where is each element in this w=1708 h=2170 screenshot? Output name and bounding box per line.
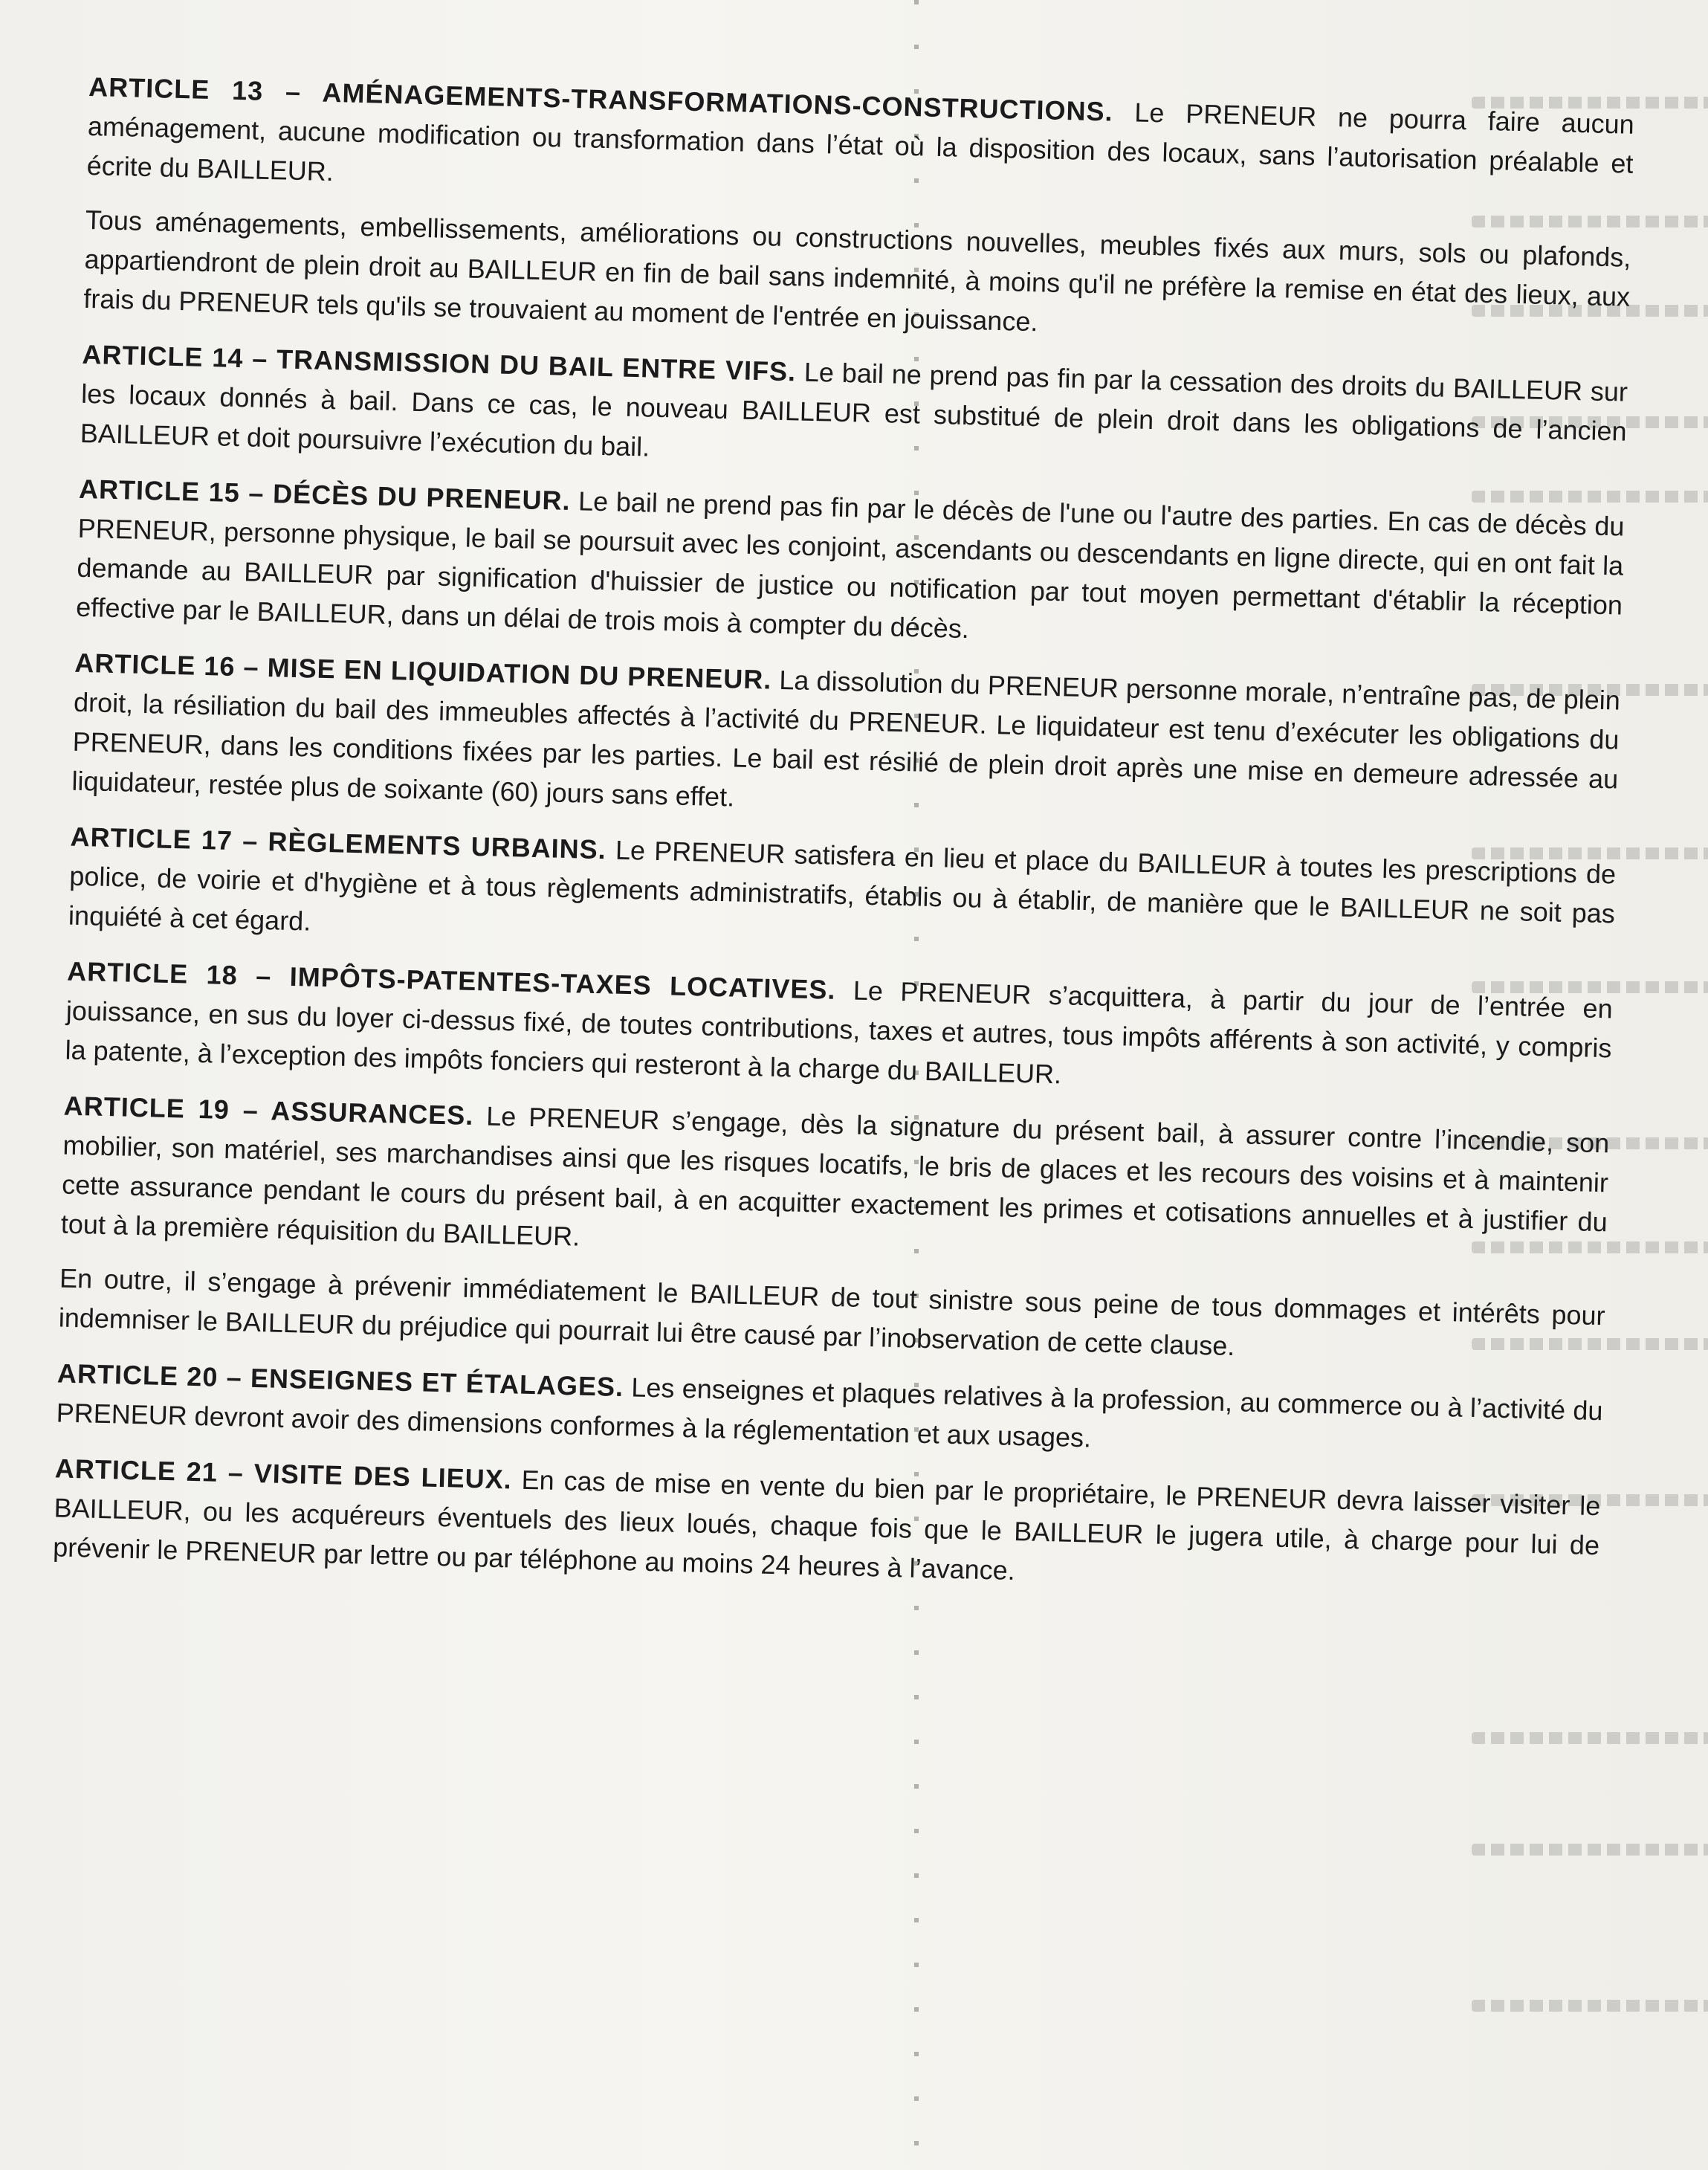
article-16 — [71, 643, 1621, 839]
paragraph — [60, 1086, 1610, 1282]
article-19 — [58, 1086, 1610, 1375]
article-text: La dissolution du PRENEUR personne morale, n’entraîne pas, de plein droit, la résiliation du bail des immeubles affectés à l’activité du PRENEUR. Le liquidateur est tenu d’exécuter les obligations du PRENEUR, dans les conditions fixées par les parties. Le bail est résilié de plein droit après une mise en demeure adressée au liquidateur, restée plus de soixante (60) jours sans effet. — [71, 664, 1621, 813]
article-heading: ARTICLE 14 – TRANSMISSION DU BAIL ENTRE VIFS. — [82, 338, 797, 387]
paragraph — [80, 335, 1628, 491]
paragraph — [68, 817, 1616, 973]
paragraph — [71, 643, 1621, 839]
article-text: Les enseignes et plaques relatives à la profession, au commerce ou à l’activité du PRENEUR devront avoir des dimensions conformes à la réglementation et aux usages. — [56, 1372, 1603, 1453]
article-20 — [56, 1353, 1603, 1470]
article-heading: ARTICLE 19 – ASSURANCES. — [63, 1090, 474, 1131]
document-body — [52, 67, 1634, 1621]
article-heading: ARTICLE 13 – AMÉNAGEMENTS-TRANSFORMATIONS-CONSTRUCTIONS. — [88, 71, 1114, 127]
paragraph — [53, 1448, 1601, 1604]
article-21 — [53, 1448, 1601, 1604]
paragraph: En outre, il s’engage à prévenir immédiatement le BAILLEUR de tout sinistre sous peine de tous dommages et intérêts pour indemniser le BAILLEUR du préjudice qui pourrait lui être causé par l’inobservation de cette clause. — [58, 1262, 1606, 1362]
article-heading: ARTICLE 20 – ENSEIGNES ET ÉTALAGES. — [56, 1357, 624, 1403]
article-text: Le PRENEUR satisfera en lieu et place du BAILLEUR à toutes les prescriptions de police, de voirie et d'hygiène et à tous règlements administratifs, établis ou à établir, de manière que le BAILLEUR ne soit pas inquiété à cet égard. — [68, 834, 1617, 937]
article-heading: ARTICLE 18 – IMPÔTS-PATENTES-TAXES LOCATIVES. — [66, 955, 836, 1005]
article-text: Le bail ne prend pas fin par la cessation des droits du BAILLEUR sur les locaux donnés à bail. Dans ce cas, le nouveau BAILLEUR est substitué de plein droit dans les obligations de l’ancien BAILLEUR et doit poursuivre l’exécution du bail. — [80, 356, 1628, 462]
article-heading: ARTICLE 21 – VISITE DES LIEUX. — [54, 1453, 513, 1495]
article-text: Le PRENEUR s’acquittera, à partir du jour de l’entrée en jouissance, en sus du loyer ci-dessus fixé, de toutes contributions, taxes et autres, tous impôts afférents à son activité, y compris la patente, à l’exception des impôts fonciers qui resteront à la charge du BAILLEUR. — [65, 975, 1614, 1090]
paragraph — [76, 469, 1625, 665]
article-text: En cas de mise en vente du bien par le propriétaire, le PRENEUR devra laisser visiter le BAILLEUR, ou les acquéreurs éventuels des lieux loués, chaque fois que le BAILLEUR le jugera utile, à charge pour lui de prévenir le PRENEUR par lettre ou par téléphone au moins 24 heures à l’avance. — [52, 1464, 1601, 1586]
article-17 — [68, 817, 1616, 973]
article-text: Le bail ne prend pas fin par le décès de l'une ou l'autre des parties. En cas de décès du PRENEUR, personne physique, le bail se poursuit avec les conjoint, ascendants ou descendants en ligne directe, qui en ont fait la demande au BAILLEUR par signification d'huissier de justice ou notification par tout moyen permettant d'établir la réception effective par le BAILLEUR, dans un délai de trois mois à compter du décès. — [75, 485, 1625, 645]
article-13 — [83, 67, 1635, 356]
article-heading: ARTICLE 17 – RÈGLEMENTS URBAINS. — [70, 821, 607, 865]
article-14 — [80, 335, 1628, 491]
article-text: Le PRENEUR ne pourra faire aucun aménagement, aucune modification ou transformation dans l’état où la disposition des locaux, sans l’autorisation préalable et écrite du BAILLEUR. — [86, 97, 1635, 187]
article-heading: ARTICLE 15 – DÉCÈS DU PRENEUR. — [78, 473, 572, 516]
article-heading: ARTICLE 16 – MISE EN LIQUIDATION DU PRENEUR. — [74, 647, 772, 695]
article-text: Le PRENEUR s’engage, dès la signature du présent bail, à assurer contre l’incendie, son mobilier, son matériel, ses marchandises ainsi que les risques locatifs, le bris de glaces et les recours des voisins et à maintenir cette assurance pendant le cours du présent bail, à en acquitter exactement les primes et cotisations annuelles et à justifier du tout à la première réquisition du BAILLEUR. — [60, 1100, 1610, 1252]
paragraph — [56, 1353, 1603, 1470]
article-18 — [65, 952, 1613, 1108]
article-15 — [76, 469, 1625, 665]
paragraph — [86, 67, 1634, 223]
paragraph: Tous aménagements, embellissements, améliorations ou constructions nouvelles, meubles fixés aux murs, sols ou plafonds, appartiendront de plein droit au BAILLEUR en fin de bail sans indemnité, à moins qu'il ne préfère la remise en état des lieux, aux frais du PRENEUR tels qu'ils se trouvaient au moment de l'entrée en jouissance. — [83, 204, 1631, 338]
paragraph — [65, 952, 1613, 1108]
